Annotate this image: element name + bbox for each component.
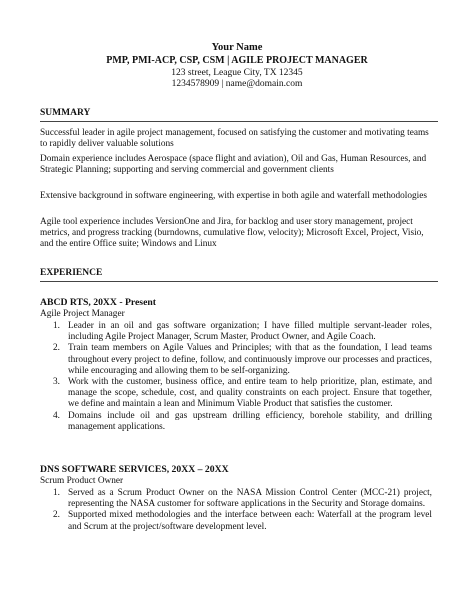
list-item	[40, 321, 432, 343]
list-item	[40, 343, 432, 377]
list-number: 2.	[53, 510, 60, 521]
list-item	[40, 377, 432, 411]
list-number: 2.	[53, 343, 60, 354]
candidate-headline: PMP, PMI-ACP, CSP, CSM | AGILE PROJECT MANAGER	[106, 55, 368, 66]
summary-divider	[40, 121, 438, 122]
list-item	[40, 411, 432, 433]
list-number: 1.	[53, 321, 60, 331]
summary-paragraph: Extensive background in software engineering, with expertise in both agile and waterfall methodologies	[40, 191, 427, 201]
candidate-name: Your Name	[211, 42, 263, 53]
summary-paragraph: Agile tool experience includes VersionOne and Jira, for backlog and user story management, project metrics, and progress tracking (burndowns, cumulative flow, velocity); Microsoft Excel, Project, Visio, and the entire Office suite; Windows and Linux	[40, 217, 424, 250]
experience-heading: EXPERIENCE	[40, 268, 103, 278]
list-number: 3.	[53, 377, 60, 388]
list-item-text: Served as a Scrum Product Owner on the NASA Mission Control Center (MCC-21) project, representing the NASA customer for software applications in the Security and Storage domains.	[68, 488, 432, 510]
list-number: 1.	[53, 488, 60, 498]
job-role: Agile Project Manager	[40, 309, 125, 319]
candidate-address: 123 street, League City, TX 12345	[171, 68, 303, 78]
list-item-text: Work with the customer, business office, and entire team to help prioritize, plan, estimate, and manage the scope, schedule, cost, and quality constraints on each project. Ensure that together, we define and maintain a lean and Minimum Viable Product that satisfies the customer.	[68, 377, 432, 410]
list-item	[40, 488, 432, 510]
job-heading: DNS SOFTWARE SERVICES, 20XX – 20XX	[40, 464, 229, 475]
summary-heading: SUMMARY	[40, 108, 91, 118]
summary-paragraph: Successful leader in agile project management, focused on satisfying the customer and motivating teams to rapidly deliver valuable solutions	[40, 128, 429, 150]
job-heading: ABCD RTS, 20XX - Present	[40, 297, 156, 308]
list-item-text: Domains include oil and gas upstream drilling efficiency, borehole stability, and drilling management applications.	[68, 410, 432, 432]
job-duties-list	[40, 321, 432, 433]
list-item-text: Supported mixed methodologies and the interface between each: Waterfall at the program level and Scrum at the project/software development level.	[68, 510, 432, 532]
list-item-text: Train team members on Agile Values and Principles; with that as the foundation, I lead teams throughout every project to define, follow, and continuously improve our processes and practices, while encouraging and allowing them to be self-organizing.	[68, 343, 432, 376]
job-duties-list	[40, 488, 432, 533]
list-number: 4.	[53, 410, 60, 421]
summary-paragraph: Domain experience includes Aerospace (space flight and aviation), Oil and Gas, Human Resources, and Strategic Planning; supporting and serving commercial and government clients	[40, 154, 427, 176]
list-item-text: Leader in an oil and gas software organization; I have filled multiple servant-leader roles, including Agile Project Manager, Scrum Master, Product Owner, and Agile Coach.	[68, 321, 432, 343]
candidate-contact: 1234578909 | name@domain.com	[171, 79, 303, 89]
job-role: Scrum Product Owner	[40, 476, 124, 486]
experience-divider	[40, 281, 438, 282]
list-item	[40, 510, 432, 532]
